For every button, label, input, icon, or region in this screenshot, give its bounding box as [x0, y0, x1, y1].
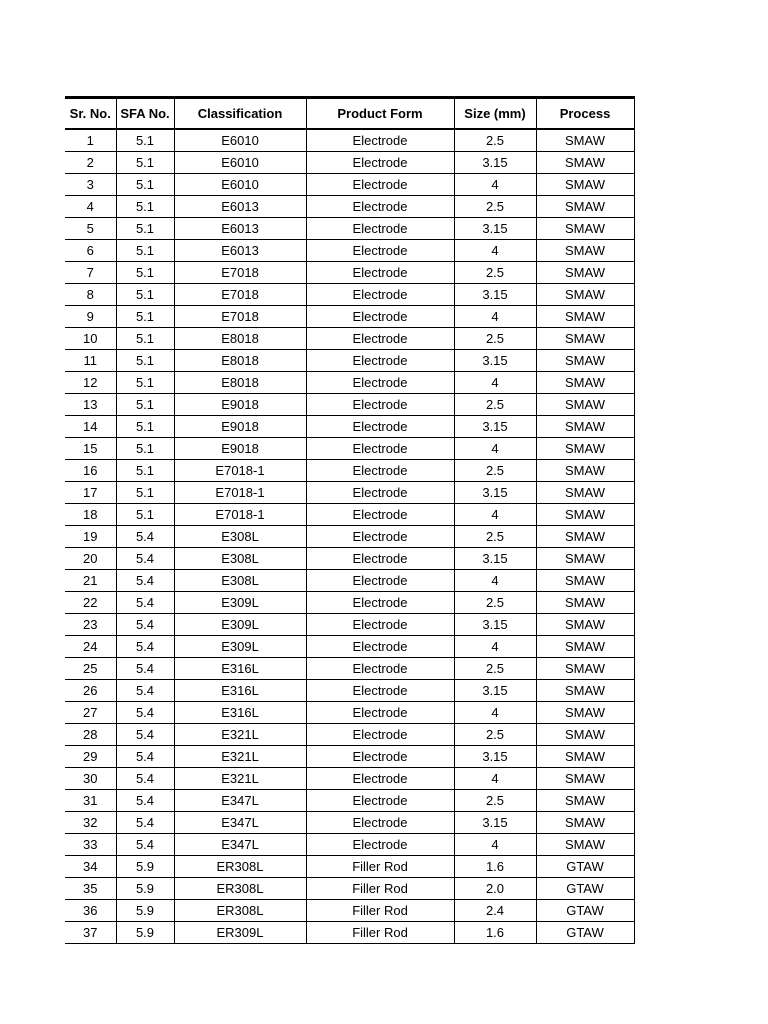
classification-cell: E7018-1: [174, 460, 306, 482]
classification-cell: E309L: [174, 614, 306, 636]
sfa-no-cell: 5.4: [116, 680, 174, 702]
sr-no-cell: 2: [65, 152, 116, 174]
process-cell: GTAW: [536, 900, 634, 922]
classification-cell: E321L: [174, 768, 306, 790]
size-cell: 4: [454, 570, 536, 592]
product-form-cell: Electrode: [306, 262, 454, 284]
size-cell: 2.5: [454, 129, 536, 152]
sfa-no-cell: 5.1: [116, 504, 174, 526]
product-form-cell: Electrode: [306, 724, 454, 746]
sfa-no-cell: 5.4: [116, 658, 174, 680]
sr-no-cell: 8: [65, 284, 116, 306]
classification-cell: E9018: [174, 416, 306, 438]
process-cell: SMAW: [536, 504, 634, 526]
sr-no-cell: 3: [65, 174, 116, 196]
table-row: [65, 306, 634, 328]
process-cell: SMAW: [536, 614, 634, 636]
product-form-cell: Electrode: [306, 482, 454, 504]
product-form-cell: Electrode: [306, 306, 454, 328]
sfa-no-cell: 5.9: [116, 922, 174, 944]
table-row: [65, 129, 634, 152]
table-row: [65, 724, 634, 746]
header-process: Process: [536, 98, 634, 130]
table-row: [65, 592, 634, 614]
product-form-cell: Electrode: [306, 702, 454, 724]
sr-no-cell: 26: [65, 680, 116, 702]
process-cell: SMAW: [536, 284, 634, 306]
classification-cell: E7018: [174, 306, 306, 328]
sfa-no-cell: 5.4: [116, 768, 174, 790]
classification-cell: E6010: [174, 152, 306, 174]
classification-cell: E316L: [174, 680, 306, 702]
classification-cell: E6013: [174, 196, 306, 218]
product-form-cell: Electrode: [306, 614, 454, 636]
sr-no-cell: 6: [65, 240, 116, 262]
table-row: [65, 746, 634, 768]
sr-no-cell: 15: [65, 438, 116, 460]
table-row: [65, 482, 634, 504]
size-cell: 4: [454, 306, 536, 328]
table-row: [65, 900, 634, 922]
sfa-no-cell: 5.9: [116, 856, 174, 878]
product-form-cell: Electrode: [306, 658, 454, 680]
sr-no-cell: 32: [65, 812, 116, 834]
classification-cell: E9018: [174, 438, 306, 460]
sfa-no-cell: 5.1: [116, 460, 174, 482]
classification-cell: E309L: [174, 636, 306, 658]
table-row: [65, 702, 634, 724]
size-cell: 2.0: [454, 878, 536, 900]
size-cell: 3.15: [454, 416, 536, 438]
classification-cell: ER308L: [174, 856, 306, 878]
table-row: [65, 262, 634, 284]
size-cell: 4: [454, 834, 536, 856]
sfa-no-cell: 5.1: [116, 416, 174, 438]
sfa-no-cell: 5.4: [116, 614, 174, 636]
sfa-no-cell: 5.4: [116, 834, 174, 856]
table-row: [65, 614, 634, 636]
table-row: [65, 218, 634, 240]
classification-cell: E321L: [174, 746, 306, 768]
classification-cell: E6013: [174, 240, 306, 262]
sfa-no-cell: 5.1: [116, 262, 174, 284]
sr-no-cell: 9: [65, 306, 116, 328]
process-cell: GTAW: [536, 856, 634, 878]
sfa-no-cell: 5.1: [116, 482, 174, 504]
table-row: [65, 878, 634, 900]
sr-no-cell: 35: [65, 878, 116, 900]
table-row: [65, 174, 634, 196]
size-cell: 4: [454, 768, 536, 790]
table-row: [65, 636, 634, 658]
process-cell: SMAW: [536, 702, 634, 724]
size-cell: 3.15: [454, 218, 536, 240]
size-cell: 2.5: [454, 790, 536, 812]
size-cell: 2.5: [454, 262, 536, 284]
table-row: [65, 460, 634, 482]
table-row: [65, 372, 634, 394]
table-row: [65, 350, 634, 372]
product-form-cell: Electrode: [306, 372, 454, 394]
table-row: [65, 394, 634, 416]
size-cell: 2.4: [454, 900, 536, 922]
sfa-no-cell: 5.1: [116, 394, 174, 416]
classification-cell: E7018-1: [174, 504, 306, 526]
product-form-cell: Electrode: [306, 834, 454, 856]
table-row: [65, 196, 634, 218]
product-form-cell: Electrode: [306, 768, 454, 790]
classification-cell: E7018: [174, 262, 306, 284]
sr-no-cell: 13: [65, 394, 116, 416]
process-cell: SMAW: [536, 460, 634, 482]
size-cell: 3.15: [454, 152, 536, 174]
process-cell: SMAW: [536, 196, 634, 218]
process-cell: GTAW: [536, 878, 634, 900]
classification-cell: E7018-1: [174, 482, 306, 504]
product-form-cell: Electrode: [306, 680, 454, 702]
process-cell: SMAW: [536, 592, 634, 614]
product-form-cell: Filler Rod: [306, 922, 454, 944]
process-cell: SMAW: [536, 218, 634, 240]
classification-cell: E8018: [174, 350, 306, 372]
sfa-no-cell: 5.1: [116, 196, 174, 218]
classification-cell: ER308L: [174, 900, 306, 922]
sfa-no-cell: 5.4: [116, 812, 174, 834]
process-cell: SMAW: [536, 174, 634, 196]
process-cell: SMAW: [536, 658, 634, 680]
sr-no-cell: 31: [65, 790, 116, 812]
process-cell: SMAW: [536, 482, 634, 504]
sr-no-cell: 25: [65, 658, 116, 680]
sr-no-cell: 24: [65, 636, 116, 658]
sfa-no-cell: 5.4: [116, 702, 174, 724]
sfa-no-cell: 5.1: [116, 328, 174, 350]
size-cell: 3.15: [454, 350, 536, 372]
sfa-no-cell: 5.1: [116, 284, 174, 306]
sfa-no-cell: 5.4: [116, 526, 174, 548]
sfa-no-cell: 5.9: [116, 900, 174, 922]
header-sfa-no: SFA No.: [116, 98, 174, 130]
product-form-cell: Electrode: [306, 592, 454, 614]
classification-cell: E9018: [174, 394, 306, 416]
classification-cell: E7018: [174, 284, 306, 306]
product-form-cell: Electrode: [306, 350, 454, 372]
product-form-cell: Filler Rod: [306, 856, 454, 878]
sfa-no-cell: 5.4: [116, 636, 174, 658]
process-cell: SMAW: [536, 394, 634, 416]
table-header: [65, 98, 634, 130]
size-cell: 2.5: [454, 328, 536, 350]
size-cell: 3.15: [454, 812, 536, 834]
size-cell: 3.15: [454, 680, 536, 702]
sr-no-cell: 19: [65, 526, 116, 548]
classification-cell: E8018: [174, 328, 306, 350]
product-form-cell: Electrode: [306, 174, 454, 196]
process-cell: SMAW: [536, 152, 634, 174]
size-cell: 2.5: [454, 196, 536, 218]
product-form-cell: Filler Rod: [306, 900, 454, 922]
table-row: [65, 768, 634, 790]
sr-no-cell: 12: [65, 372, 116, 394]
table-row: [65, 834, 634, 856]
sfa-no-cell: 5.1: [116, 129, 174, 152]
sr-no-cell: 11: [65, 350, 116, 372]
process-cell: SMAW: [536, 262, 634, 284]
process-cell: SMAW: [536, 834, 634, 856]
sr-no-cell: 28: [65, 724, 116, 746]
product-form-cell: Electrode: [306, 746, 454, 768]
classification-cell: E308L: [174, 548, 306, 570]
product-form-cell: Electrode: [306, 196, 454, 218]
table-row: [65, 922, 634, 944]
size-cell: 3.15: [454, 482, 536, 504]
sr-no-cell: 27: [65, 702, 116, 724]
product-form-cell: Electrode: [306, 504, 454, 526]
table-row: [65, 504, 634, 526]
table-row: [65, 152, 634, 174]
product-form-cell: Electrode: [306, 570, 454, 592]
product-form-cell: Electrode: [306, 240, 454, 262]
product-form-cell: Electrode: [306, 460, 454, 482]
header-row: [65, 98, 634, 130]
product-form-cell: Electrode: [306, 636, 454, 658]
table-row: [65, 240, 634, 262]
classification-cell: E316L: [174, 658, 306, 680]
table-row: [65, 680, 634, 702]
classification-cell: E316L: [174, 702, 306, 724]
size-cell: 1.6: [454, 922, 536, 944]
sfa-no-cell: 5.4: [116, 790, 174, 812]
sfa-no-cell: 5.1: [116, 372, 174, 394]
size-cell: 2.5: [454, 460, 536, 482]
header-sr-no: Sr. No.: [65, 98, 116, 130]
size-cell: 4: [454, 438, 536, 460]
sfa-no-cell: 5.1: [116, 306, 174, 328]
size-cell: 2.5: [454, 526, 536, 548]
table-row: [65, 812, 634, 834]
process-cell: SMAW: [536, 306, 634, 328]
sfa-no-cell: 5.4: [116, 592, 174, 614]
product-form-cell: Electrode: [306, 438, 454, 460]
table-row: [65, 856, 634, 878]
classification-cell: ER309L: [174, 922, 306, 944]
size-cell: 2.5: [454, 724, 536, 746]
process-cell: SMAW: [536, 416, 634, 438]
sr-no-cell: 16: [65, 460, 116, 482]
sr-no-cell: 21: [65, 570, 116, 592]
process-cell: SMAW: [536, 746, 634, 768]
table-row: [65, 658, 634, 680]
process-cell: SMAW: [536, 768, 634, 790]
sr-no-cell: 5: [65, 218, 116, 240]
process-cell: SMAW: [536, 636, 634, 658]
sr-no-cell: 33: [65, 834, 116, 856]
classification-cell: E6010: [174, 174, 306, 196]
sr-no-cell: 36: [65, 900, 116, 922]
process-cell: SMAW: [536, 548, 634, 570]
classification-cell: E308L: [174, 570, 306, 592]
table-row: [65, 438, 634, 460]
classification-cell: E8018: [174, 372, 306, 394]
size-cell: 3.15: [454, 548, 536, 570]
product-form-cell: Electrode: [306, 416, 454, 438]
process-cell: SMAW: [536, 526, 634, 548]
size-cell: 4: [454, 372, 536, 394]
classification-cell: ER308L: [174, 878, 306, 900]
sr-no-cell: 37: [65, 922, 116, 944]
product-form-cell: Filler Rod: [306, 878, 454, 900]
size-cell: 2.5: [454, 394, 536, 416]
size-cell: 1.6: [454, 856, 536, 878]
sr-no-cell: 1: [65, 129, 116, 152]
size-cell: 2.5: [454, 658, 536, 680]
sfa-no-cell: 5.4: [116, 570, 174, 592]
product-form-cell: Electrode: [306, 284, 454, 306]
sfa-no-cell: 5.1: [116, 240, 174, 262]
table-row: [65, 526, 634, 548]
product-form-cell: Electrode: [306, 394, 454, 416]
classification-cell: E321L: [174, 724, 306, 746]
process-cell: SMAW: [536, 790, 634, 812]
size-cell: 4: [454, 504, 536, 526]
process-cell: SMAW: [536, 812, 634, 834]
classification-cell: E347L: [174, 834, 306, 856]
product-form-cell: Electrode: [306, 812, 454, 834]
table-row: [65, 548, 634, 570]
product-form-cell: Electrode: [306, 526, 454, 548]
classification-cell: E6010: [174, 129, 306, 152]
sfa-no-cell: 5.1: [116, 174, 174, 196]
classification-cell: E347L: [174, 790, 306, 812]
product-form-cell: Electrode: [306, 328, 454, 350]
classification-cell: E308L: [174, 526, 306, 548]
process-cell: SMAW: [536, 570, 634, 592]
sr-no-cell: 17: [65, 482, 116, 504]
sfa-no-cell: 5.1: [116, 438, 174, 460]
size-cell: 2.5: [454, 592, 536, 614]
table-row: [65, 790, 634, 812]
sr-no-cell: 10: [65, 328, 116, 350]
sr-no-cell: 7: [65, 262, 116, 284]
size-cell: 3.15: [454, 284, 536, 306]
size-cell: 4: [454, 240, 536, 262]
sfa-no-cell: 5.1: [116, 350, 174, 372]
process-cell: SMAW: [536, 724, 634, 746]
sfa-no-cell: 5.1: [116, 218, 174, 240]
product-form-cell: Electrode: [306, 152, 454, 174]
header-size: Size (mm): [454, 98, 536, 130]
table-row: [65, 328, 634, 350]
table-row: [65, 284, 634, 306]
sr-no-cell: 22: [65, 592, 116, 614]
sr-no-cell: 18: [65, 504, 116, 526]
sfa-no-cell: 5.4: [116, 746, 174, 768]
sfa-no-cell: 5.4: [116, 548, 174, 570]
table-row: [65, 416, 634, 438]
product-form-cell: Electrode: [306, 129, 454, 152]
sr-no-cell: 23: [65, 614, 116, 636]
classification-cell: E309L: [174, 592, 306, 614]
process-cell: SMAW: [536, 129, 634, 152]
sr-no-cell: 14: [65, 416, 116, 438]
sfa-no-cell: 5.4: [116, 724, 174, 746]
process-cell: SMAW: [536, 328, 634, 350]
size-cell: 3.15: [454, 614, 536, 636]
process-cell: SMAW: [536, 350, 634, 372]
table-body: [65, 129, 634, 944]
sfa-no-cell: 5.1: [116, 152, 174, 174]
process-cell: SMAW: [536, 438, 634, 460]
sr-no-cell: 4: [65, 196, 116, 218]
sr-no-cell: 20: [65, 548, 116, 570]
sfa-no-cell: 5.9: [116, 878, 174, 900]
header-classification: Classification: [174, 98, 306, 130]
table-row: [65, 570, 634, 592]
process-cell: SMAW: [536, 372, 634, 394]
consumables-table: [65, 96, 635, 944]
process-cell: GTAW: [536, 922, 634, 944]
size-cell: 4: [454, 702, 536, 724]
product-form-cell: Electrode: [306, 548, 454, 570]
classification-cell: E347L: [174, 812, 306, 834]
classification-cell: E6013: [174, 218, 306, 240]
sr-no-cell: 29: [65, 746, 116, 768]
process-cell: SMAW: [536, 680, 634, 702]
sr-no-cell: 34: [65, 856, 116, 878]
product-form-cell: Electrode: [306, 218, 454, 240]
size-cell: 4: [454, 636, 536, 658]
header-product-form: Product Form: [306, 98, 454, 130]
process-cell: SMAW: [536, 240, 634, 262]
size-cell: 4: [454, 174, 536, 196]
size-cell: 3.15: [454, 746, 536, 768]
sr-no-cell: 30: [65, 768, 116, 790]
product-form-cell: Electrode: [306, 790, 454, 812]
